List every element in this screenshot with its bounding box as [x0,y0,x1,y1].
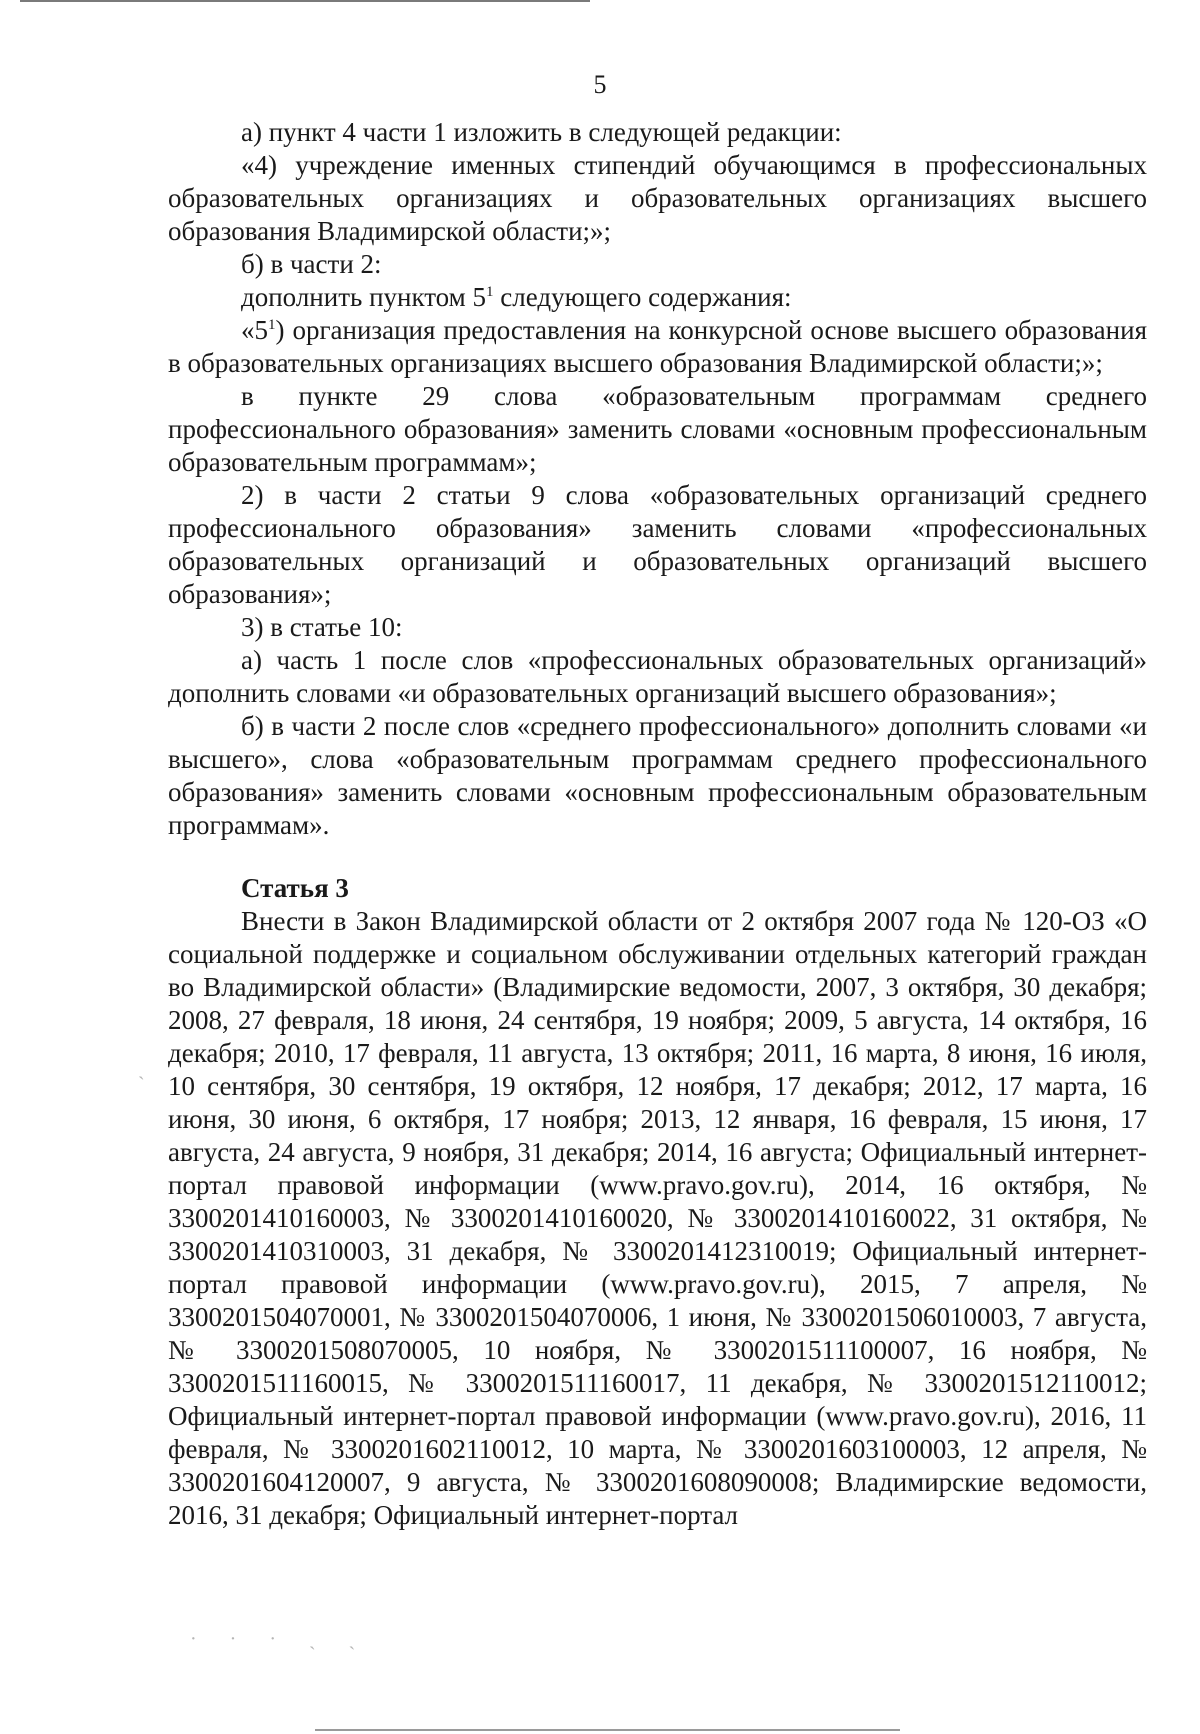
scan-bottom-edge [315,1729,900,1731]
paragraph-item-4-text: «4) учреждение именных стипендий обучающимся в профессиональных образовательных организациях и образовательных организациях высшего образования Владимирской области;»; [168,150,1147,246]
paragraph-article-9: 2) в части 2 статьи 9 слова «образовательных организаций среднего профессионального образования» заменить словами «профессиональных образовательных организаций и образовательных организаций высшего образования»; [168,480,1147,609]
article-heading: Статья 3 [241,873,349,903]
paragraph-item-b: б) в части 2: [241,249,382,279]
scan-noise: · · · ˎ ˏ [190,1628,370,1650]
paragraph-article-10-a: а) часть 1 после слов «профессиональных образовательных организаций» дополнить словами «и образовательных организаций высшего образования»; [168,645,1147,708]
paragraph-article-10-b: б) в части 2 после слов «среднего профессионального» дополнить словами «и высшего», слова «образовательным программам среднего профессионального образования» заменить словами «основным профессиональным образовательным программам». [168,711,1147,840]
paragraph-item-a: а) пункт 4 части 1 изложить в следующей редакции: [241,117,842,147]
paragraph-point-29: в пункте 29 слова «образовательным программам среднего профессионального образования» заменить словами «основным профессиональным образовательным программам»; [168,381,1147,477]
paragraph-article-10: 3) в статье 10: [241,612,403,642]
paragraph-add-point: дополнить пунктом $5^1$ следующего содержания: [241,282,792,312]
page-number: 5 [593,70,607,99]
scan-speck: ˏ [138,1058,145,1080]
article-3-text: Внести в Закон Владимирской области от 2 октября 2007 года № 120-ОЗ «О социальной поддержке и социальном обслуживании отдельных категорий граждан во Владимирской области» (Владимирские ведомости, 2007, 3 октября, 30 декабря; 2008, 27 февраля, 18 июня, 24 сентября, 19 ноября; 2009, 5 августа, 14 октября, 16 декабря; 2010, 17 февраля, 11 августа, 13 октября; 2011, 16 марта, 8 июня, 16 июля, 10 сентября, 30 сентября, 19 октября, 12 ноября, 17 декабря; 2012, 17 марта, 16 июня, 30 июня, 6 октября, 17 ноября; 2013, 12 января, 16 февраля, 15 июня, 17 августа, 24 августа, 9 ноября, 31 декабря; 2014, 16 августа; Официальный интернет-портал правовой информации (www.pravo.gov.ru), 2014, 16 октября, № 3300201410160003, № 3300201410160020, № 3300201410160022, 31 октября, № 3300201410310003, 31 декабря, № 3300201412310019; Официальный интернет-портал правовой информации (www.pravo.gov.ru), 2015, 7 апреля, № 3300201504070001, № 3300201504070006, 1 июня, № 3300201506010003, 7 августа, № 3300201508070005, 10 ноября, № 3300201511100007, 16 ноября, № 3300201511160015, № 3300201511160017, 11 декабря, № 3300201512110012; Официальный интернет-портал правовой информации (www.pravo.gov.ru), 2016, 11 февраля, № 3300201602110012, 10 марта, № 3300201603100003, 12 апреля, № 3300201604120007, 9 августа, № 3300201608090008; Владимирские ведомости, 2016, 31 декабря; Официальный интернет-портал [168,906,1147,1530]
scan-top-edge [20,0,590,2]
document-body [168,116,1147,1532]
paragraph-point-5-1: «$5^1$) организация предоставления на конкурсной основе высшего образования в образовательных организациях высшего образования Владимирской области;»; [168,315,1147,378]
